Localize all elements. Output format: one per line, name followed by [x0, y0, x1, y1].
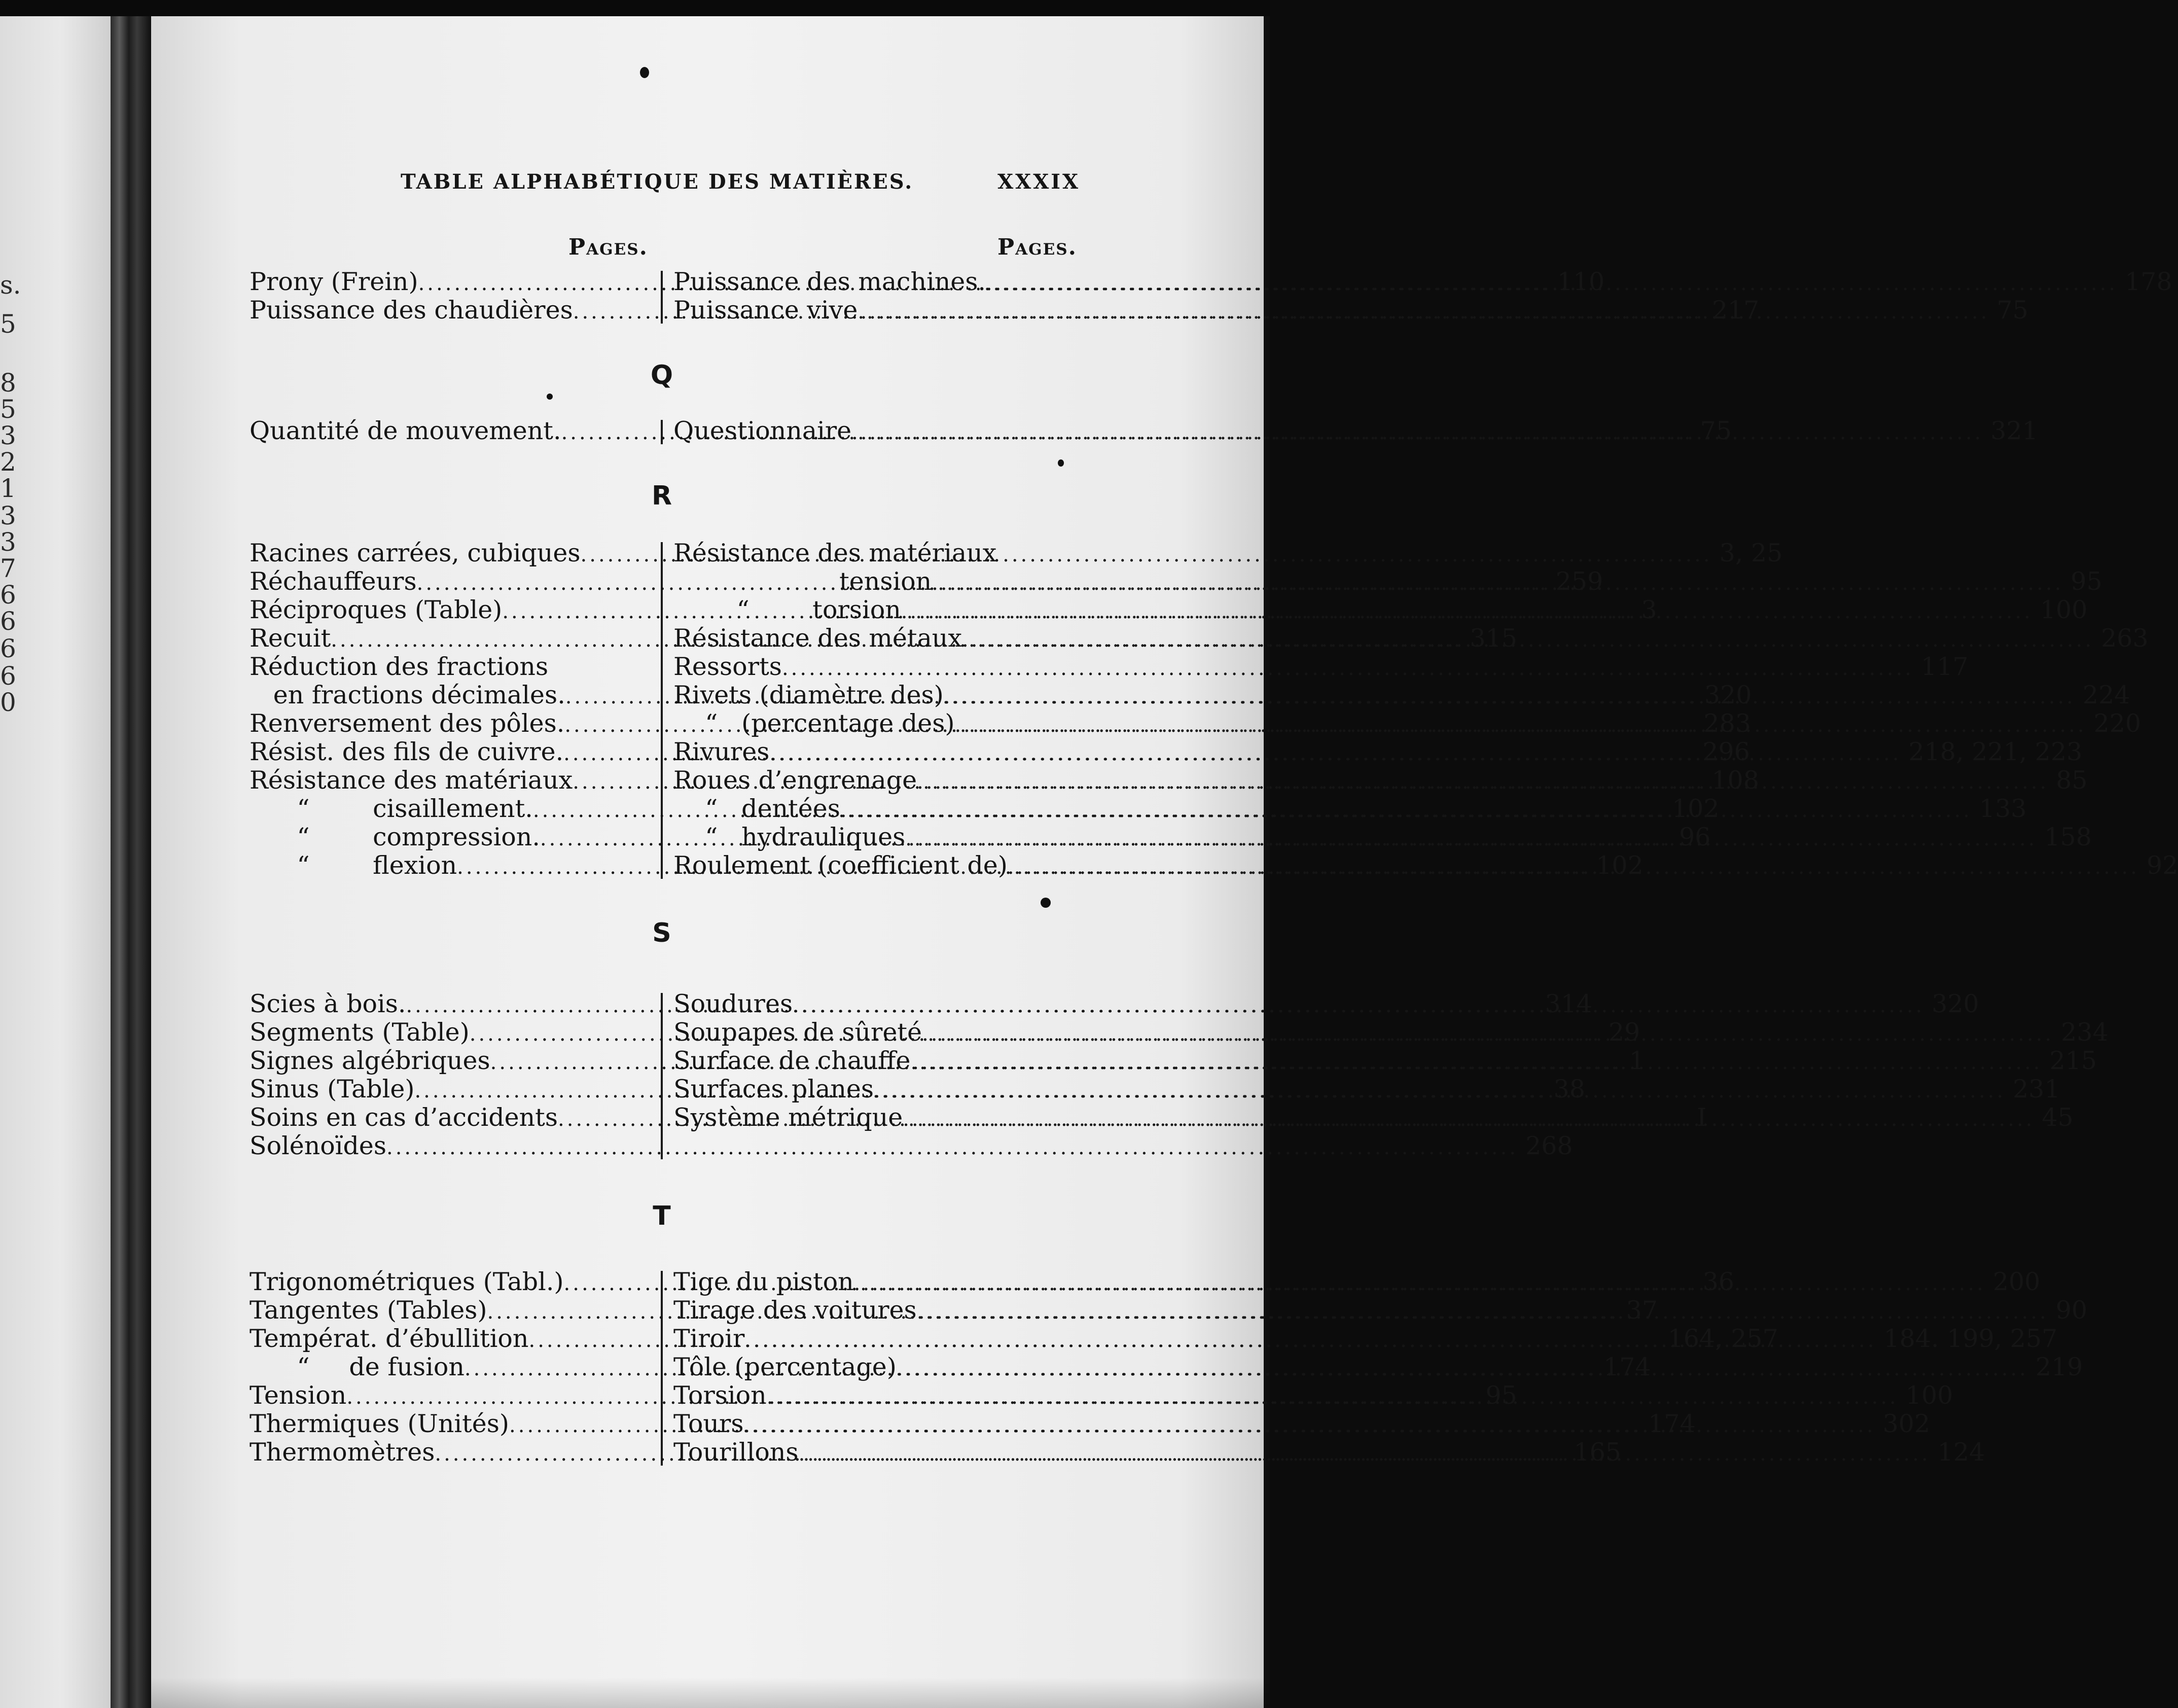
entry-page-number: 102 [1596, 851, 1644, 880]
index-entry [249, 1131, 1573, 1160]
leader-dots [799, 1438, 1931, 1468]
entry-page-number: 29 [1608, 1018, 1640, 1047]
section-block [249, 989, 2109, 1160]
facing-page-fragment: 3 [0, 501, 16, 530]
leader-dots [897, 1353, 2028, 1383]
section-block [249, 416, 2038, 445]
page-number: XXXIX [997, 170, 1080, 194]
entry-page-number: 315 [1470, 624, 1517, 653]
entry-page-number: 75 [1996, 296, 2028, 325]
ink-speck [640, 67, 649, 78]
leader-dots [744, 1410, 1876, 1440]
entry-page-number: 283 [1703, 709, 1751, 738]
pages-label-right: Pages. [997, 234, 1077, 260]
entry-page-number: 165 [1574, 1438, 1621, 1467]
entry-label: Roues d’engrenage [673, 766, 917, 795]
entry-label: Recuit [249, 624, 331, 653]
entry-label: Questionnaire [673, 416, 852, 445]
entry-label: Système métrique [673, 1103, 903, 1132]
entry-label: Soupapes de sûreté [673, 1018, 922, 1047]
entry-page-number: 321 [1990, 416, 2038, 445]
entry-page-number: 220 [2093, 709, 2141, 738]
leader-dots [954, 709, 2086, 739]
entry-page-number: 178 [2125, 267, 2172, 296]
entry-label: Tirage des voitures [673, 1296, 917, 1325]
entry-page-number: 75 [1700, 416, 1732, 445]
entry-page-number: 124 [1937, 1438, 1985, 1467]
leader-dots [922, 1018, 2054, 1048]
entry-label: tension [673, 567, 932, 596]
entry-label: Torsion [673, 1381, 767, 1410]
entry-label: Températ. d’ébullition [249, 1324, 529, 1353]
leader-dots [905, 823, 2037, 853]
entry-label: “ dentées [673, 794, 840, 823]
leader-dots [386, 1132, 1518, 1162]
entry-page-number: 108 [1711, 766, 1759, 795]
entry-label: “ de fusion [249, 1353, 465, 1381]
entry-label: Trigonométriques (Tabl.) [249, 1267, 564, 1296]
entry-page-number: 102 [1671, 794, 1720, 823]
section-letter: R [651, 481, 672, 511]
section-block [249, 539, 2178, 880]
facing-page-fragment: 6 [0, 661, 16, 691]
section-block [249, 1267, 2088, 1467]
pages-label-left: Pages. [568, 234, 648, 260]
entry-page-number: 231 [2013, 1075, 2060, 1104]
leader-dots [917, 1296, 2049, 1326]
entry-page-number: 263 [2101, 624, 2149, 653]
entry-label: Tôle (percentage) [673, 1353, 897, 1381]
entry-label: “ compression. [249, 823, 540, 851]
leader-dots [782, 653, 1914, 683]
entry-label: Résist. des fils de cuivre. [249, 737, 564, 766]
entry-label: Puissance vive [673, 296, 858, 325]
entry-label: en fractions décimales. [249, 681, 565, 709]
facing-page-fragment: 0 [0, 688, 16, 717]
entry-label: Réduction des fractions [249, 652, 549, 681]
entry-page-number: 164, 257 [1667, 1324, 1778, 1353]
entry-page-number: 36 [1702, 1267, 1734, 1296]
entry-page-number: 85 [2056, 766, 2088, 795]
entry-label: Puissance des chaudières [249, 296, 573, 325]
entry-label: Racines carrées, cubiques [249, 539, 581, 567]
entry-label: Segments (Table) [249, 1018, 470, 1047]
entry-label: Puissance des machines. [673, 267, 986, 296]
entry-label: Tige du piston [673, 1267, 854, 1296]
ink-speck [547, 394, 553, 400]
entry-page-number: 45 [2042, 1103, 2074, 1132]
ink-speck [1058, 459, 1064, 467]
index-entry [673, 652, 1969, 681]
leader-dots [1008, 851, 2139, 881]
entry-page-number: 217 [1711, 296, 1760, 325]
leader-dots [901, 596, 2033, 626]
entry-page-number: 3 [1641, 595, 1657, 624]
entry-label: Scies à bois. [249, 989, 406, 1018]
entry-page-number: 174 [1648, 1409, 1696, 1438]
entry-label: Soins en cas d’accidents [249, 1103, 558, 1132]
index-entry [673, 539, 1077, 567]
index-entry [249, 653, 651, 681]
entry-label: Réciproques (Table) [249, 595, 503, 624]
entry-page-number: 219 [2035, 1353, 2083, 1381]
entry-label: Thermiques (Unités) [249, 1409, 510, 1438]
leader-dots [858, 296, 1989, 326]
entry-label: Thermomètres [249, 1438, 435, 1467]
entry-label: Tension [249, 1381, 347, 1410]
entry-page-number: 215 [2049, 1046, 2097, 1075]
entry-page-number: 259 [1555, 567, 1603, 596]
entry-label: Prony (Frein) [249, 267, 418, 296]
entry-page-number: 314 [1545, 989, 1593, 1018]
facing-page-fragment: 5 [0, 309, 16, 339]
entry-page-number: 1 [1629, 1046, 1645, 1075]
entry-page-number: 158 [2044, 823, 2092, 851]
entry-page-number: 100 [2040, 595, 2088, 624]
entry-page-number: 224 [2082, 681, 2130, 709]
facing-page-fragment: s. [0, 270, 21, 300]
entry-label: “ torsion [673, 595, 901, 624]
entry-page-number: 302 [1882, 1409, 1931, 1438]
entry-label: Tourillons [673, 1438, 799, 1467]
entry-label: Résistance des matériaux [673, 539, 997, 567]
entry-label: Renversement des pôles. [249, 709, 565, 738]
facing-page-fragment: 6 [0, 580, 16, 610]
entry-label: Rivures [673, 737, 770, 766]
entry-page-number: 320 [1932, 989, 1979, 1018]
entry-page-number: 200 [1992, 1267, 2041, 1296]
leader-dots [840, 795, 1972, 825]
facing-page-fragment: 6 [0, 634, 16, 663]
entry-label: Quantité de mouvement. [249, 416, 561, 445]
entry-label: “ hydrauliques [673, 823, 906, 851]
facing-page-fragment: 5 [0, 395, 16, 424]
entry-page-number: 296 [1702, 737, 1750, 766]
entry-label: Surface de chauffe [673, 1046, 911, 1075]
entry-page-number: 133 [1979, 794, 2027, 823]
book-spine [111, 16, 151, 1708]
entry-label: Tiroir [673, 1324, 745, 1353]
section-letter: S [652, 918, 671, 948]
entry-label: Réchauffeurs [249, 567, 417, 596]
index-entry [673, 1103, 2074, 1132]
section-letter: T [653, 1201, 671, 1231]
running-title: TABLE ALPHABÉTIQUE DES MATIÈRES. [401, 170, 914, 194]
facing-page-fragment: 7 [0, 554, 16, 583]
leader-dots [769, 738, 1901, 768]
entry-page-number: 95 [2070, 567, 2102, 596]
entry-page-number: 96 [1679, 823, 1711, 851]
section-block [249, 267, 2172, 325]
entry-label: Signes algébriques [249, 1046, 490, 1075]
leader-dots [854, 1268, 1986, 1298]
facing-page-fragment: 6 [0, 607, 16, 636]
entry-label: Résistance des matériaux [249, 766, 573, 795]
leader-dots [744, 1325, 1876, 1355]
facing-page-sliver [0, 16, 111, 1708]
entry-page-number: 95 [1485, 1381, 1517, 1410]
leader-dots [932, 567, 2063, 597]
leader-dots [962, 624, 2094, 654]
facing-page-fragment: 2 [0, 447, 16, 477]
leader-dots [986, 268, 2118, 298]
entry-label: “ (percentage des) [673, 709, 955, 738]
entry-page-number: 92 [2146, 851, 2178, 880]
entry-page-number: 218, 221, 223 [1908, 737, 2083, 766]
entry-label: Tangentes (Tables) [249, 1296, 487, 1325]
entry-label: Tours [673, 1409, 744, 1438]
index-entry [673, 1046, 2097, 1075]
ink-speck [1041, 898, 1051, 908]
facing-page-fragment: 1 [0, 474, 16, 503]
page-bottom-shadow [151, 1678, 1270, 1708]
leader-dots [944, 681, 2076, 711]
entry-page-number: 174 [1603, 1353, 1651, 1381]
entry-page-number: 234 [2061, 1018, 2109, 1047]
leader-dots [793, 990, 1924, 1020]
facing-page-fragment: 3 [0, 421, 16, 450]
index-entry [673, 595, 2088, 624]
entry-page-number: 117 [1921, 652, 1969, 681]
scan-top-border [0, 0, 1270, 16]
entry-page-number: 184. 199, 257 [1883, 1324, 2058, 1353]
entry-label: Surfaces planes [673, 1075, 874, 1104]
leader-dots [903, 1104, 2034, 1133]
entry-page-number: 90 [2055, 1296, 2088, 1325]
entry-label: Rivets (diamètre des) [673, 681, 944, 709]
entry-page-number: 38 [1553, 1075, 1585, 1104]
entry-label: Solénoïdes [249, 1131, 386, 1160]
section-letter: Q [650, 360, 673, 390]
entry-label: Ressorts [673, 652, 782, 681]
facing-page-fragment: 8 [0, 368, 16, 398]
entry-page-number: 110 [1557, 267, 1605, 296]
entry-label: “ flexion [249, 851, 457, 880]
pages-column-labels [249, 234, 1077, 263]
leader-dots [917, 766, 2049, 796]
entry-page-number: 268 [1525, 1131, 1573, 1160]
entry-label: Sinus (Table) [249, 1075, 415, 1104]
entry-page-number: 3, 25 [1719, 539, 1783, 567]
entry-page-number: 100 [1905, 1381, 1953, 1410]
entry-label: “ cisaillement. [249, 794, 533, 823]
leader-dots [851, 417, 1983, 447]
leader-dots [910, 1047, 2042, 1077]
leader-dots [767, 1381, 1899, 1411]
entry-label: Roulement (coefficient de) [673, 851, 1008, 880]
leader-dots [874, 1075, 2006, 1105]
entry-page-number: 37 [1626, 1296, 1658, 1325]
entry-page-number: I [1697, 1103, 1707, 1132]
entry-label: Soudures [673, 989, 793, 1018]
entry-label: Résistance des métaux [673, 624, 962, 653]
page-header [401, 170, 1080, 200]
entry-page-number: 320 [1704, 681, 1752, 709]
facing-page-fragment: 3 [0, 527, 16, 557]
